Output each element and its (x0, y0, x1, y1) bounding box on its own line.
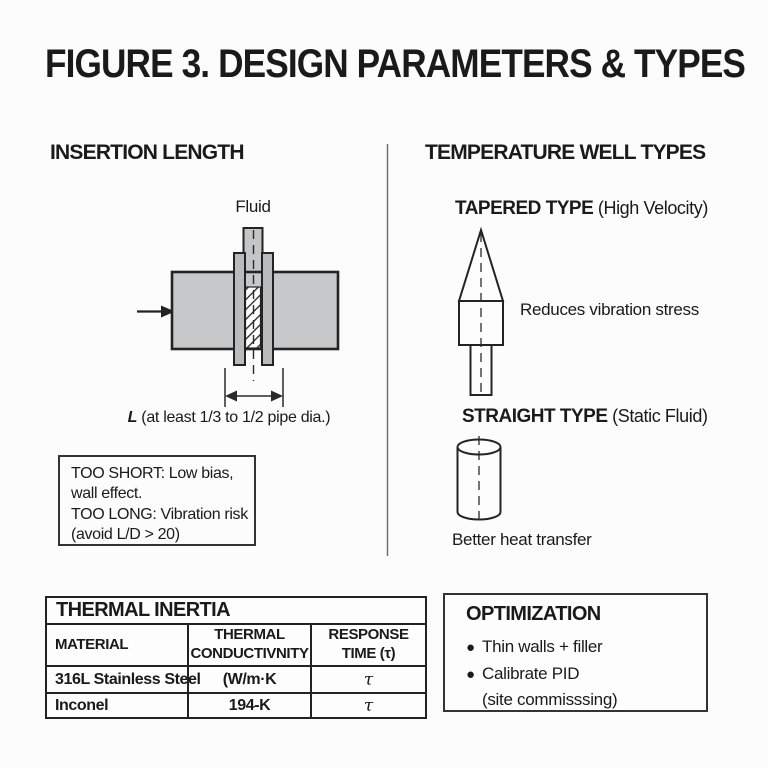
note-line: TOO SHORT: Low bias, (71, 465, 234, 482)
straight-type-qualifier: (Static Fluid) (607, 406, 708, 426)
fluid-label: Fluid (235, 197, 271, 216)
straight-caption: Better heat transfer (452, 530, 592, 549)
bullet-icon: ● (466, 666, 475, 684)
cell-material: Inconel (55, 696, 109, 714)
well-sheath-left (234, 253, 245, 365)
dimension-symbol: L (127, 409, 138, 426)
note-line: wall effect. (71, 485, 143, 503)
table-row (47, 667, 425, 692)
cell-conductivity: 194-K (187, 694, 310, 717)
straight-well-shape (458, 436, 501, 523)
bullet-icon: ● (466, 639, 475, 656)
insertion-diagram (137, 228, 338, 407)
optimization-bullet-item (466, 660, 706, 687)
straight-type-name: STRAIGHT TYPE (462, 406, 608, 427)
table-title: THERMAL INERTIA (47, 598, 425, 625)
insertion-length-heading: INSERTION LENGTH (50, 141, 244, 164)
tapered-caption: Reduces vibration stress (520, 300, 699, 319)
figure-title: FIGURE 3. DESIGN PARAMETERS & TYPES (45, 42, 746, 86)
cell-response-time: τ (310, 694, 425, 717)
tapered-type-qualifier: (High Velocity) (593, 198, 708, 218)
well-types-heading: TEMPERATURE WELL TYPES (425, 141, 706, 164)
well-sheath-right (262, 253, 273, 365)
insertion-note-box (58, 455, 256, 546)
tapered-well-shape (459, 230, 503, 397)
cell-material: 316L Stainless Steel (55, 670, 201, 688)
table-row (47, 692, 425, 717)
tapered-type-name: TAPERED TYPE (455, 198, 594, 219)
cell-conductivity: (W/m·K (187, 667, 310, 692)
note-line: TOO LONG: Vibration risk (71, 505, 248, 523)
table-header-row (47, 625, 425, 667)
optimization-bullet-item (466, 633, 706, 660)
optimization-title: OPTIMIZATION (466, 603, 601, 625)
header-conductivity: THERMAL CONDUCTIVNITY (187, 625, 310, 665)
bullet-text: Thin walls + filler (482, 637, 603, 656)
thermal-inertia-table (45, 596, 427, 719)
optimization-box (443, 593, 708, 712)
note-line: (avoid L/D > 20) (71, 526, 180, 544)
flow-arrow-icon (137, 306, 175, 318)
cell-response-time: τ (310, 667, 425, 692)
bullet-text: Calibrate PID (482, 664, 580, 684)
optimization-bullet-note: (site commisssing) (482, 690, 618, 710)
insertion-dimension-label (128, 409, 331, 427)
header-response-time: RESPONSE TIME (τ) (310, 625, 425, 665)
header-material: MATERIAL (55, 635, 129, 653)
tapered-type-title (455, 198, 708, 220)
straight-type-title (462, 406, 708, 428)
dimension-text: (at least 1/3 to 1/2 pipe dia.) (137, 409, 331, 426)
